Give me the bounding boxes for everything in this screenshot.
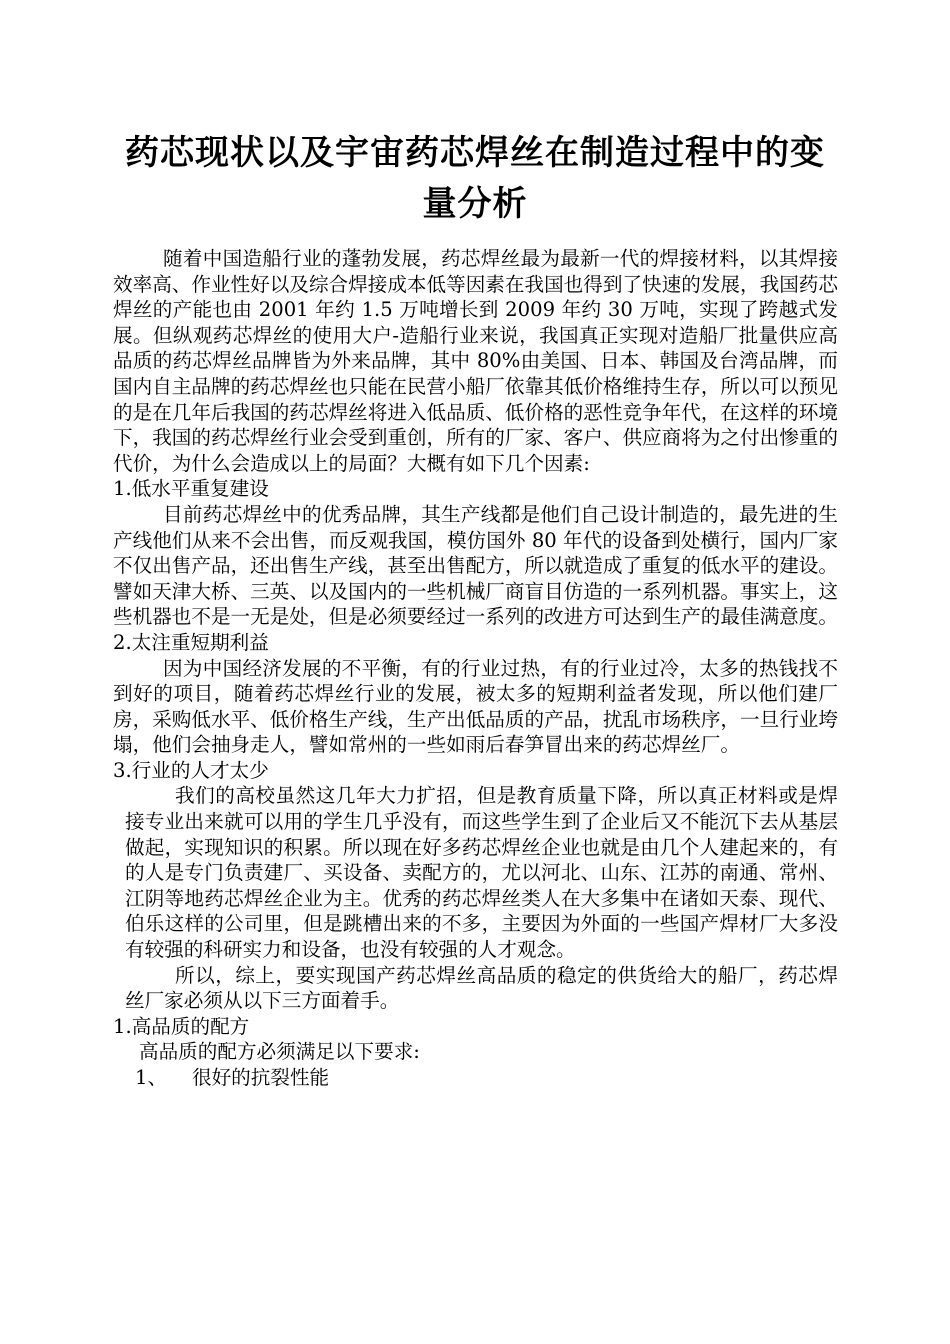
formula-requirements-intro: 高品质的配方必须满足以下要求:: [139, 1040, 420, 1064]
section-3-block: [113, 783, 838, 1013]
section-2-heading: 2.太注重短期利益: [113, 630, 269, 654]
title-line-2: 量分析: [422, 184, 528, 224]
section-3-paragraph: 我们的高校虽然这几年大力扩招，但是教育质量下降，所以真正材料或是焊接专业出来就可以用的学生几乎没有，而这些学生到了企业后又不能沉下去从基层做起，实现知识的积累。所以现在好多药芯焊丝企业也就是由几个人建起来的，有的人是专门负责建厂、买设备、卖配方的，尤以河北、山东、江苏的南通、常州、江阴等地药芯焊丝企业为主。优秀的药芯焊丝类人在大多集中在诸如天泰、现代、伯乐这样的公司里，但是跳槽出来的不多，主要因为外面的一些国产焊材厂大多没有较强的科研实力和设备，也没有较强的人才观念。: [125, 784, 838, 962]
formula-list-item: [113, 1065, 838, 1091]
title-line-1: 药芯现状以及宇宙药芯焊丝在制造过程中的变: [125, 133, 825, 173]
list-item-text: 很好的抗裂性能: [191, 1066, 330, 1089]
conclusion-paragraph: 所以，综上，要实现国产药芯焊丝高品质的稳定的供货给大的船厂，药芯焊丝厂家必须从以下三方面着手。: [125, 963, 838, 1013]
formula-heading: 1.高品质的配方: [113, 1014, 250, 1038]
document-title: [100, 128, 850, 230]
document-body: [113, 246, 838, 1091]
list-item-number: 1、: [135, 1066, 168, 1089]
section-1-heading: 1.低水平重复建设: [113, 477, 269, 501]
intro-paragraph: 随着中国造船行业的蓬勃发展，药芯焊丝最为最新一代的焊接材料，以其焊接效率高、作业性好以及综合焊接成本低等因素在我国也得到了快速的发展，我国药芯焊丝的产能也由 2001 年约 1.5 万吨增长到 2009 年约 30 万吨，实现了跨越式发展。但纵观药芯焊丝的使用大户-造船行业来说，我国真正实现对造船厂批量供应高品质的药芯焊丝品牌皆为外来品牌，其中 80%由美国、日本、韩国及台湾品牌，而国内自主品牌的药芯焊丝也只能在民营小船厂依靠其低价格维持生存，所以可以预见的是在几年后我国的药芯焊丝将进入低品质、低价格的恶性竞争年代，在这样的环境下，我国的药芯焊丝行业会受到重创，所有的厂家、客户、供应商将为之付出惨重的代价，为什么会造成以上的局面？大概有如下几个因素:: [113, 247, 838, 475]
section-2-paragraph: 因为中国经济发展的不平衡，有的行业过热，有的行业过冷，太多的热钱找不到好的项目，随着药芯焊丝行业的发展，被太多的短期利益者发现，所以他们建厂房，采购低水平、低价格生产线，生产出低品质的产品，扰乱市场秩序，一旦行业垮塌，他们会抽身走人，譬如常州的一些如雨后春笋冒出来的药芯焊丝厂。: [113, 656, 838, 757]
section-3-heading: 3.行业的人才太少: [113, 758, 269, 782]
section-1-paragraph: 目前药芯焊丝中的优秀品牌，其生产线都是他们自己设计制造的，最先进的生产线他们从来不会出售，而反观我国，模仿国外 80 年代的设备到处横行，国内厂家不仅出售产品，还出售生产线，甚至出售配方，所以就造成了重复的低水平的建设。譬如天津大桥、三英、以及国内的一些机械厂商盲目仿造的一系列机器。事实上，这些机器也不是一无是处，但是必须要经过一系列的改进方可达到生产的最佳满意度。: [113, 502, 838, 629]
